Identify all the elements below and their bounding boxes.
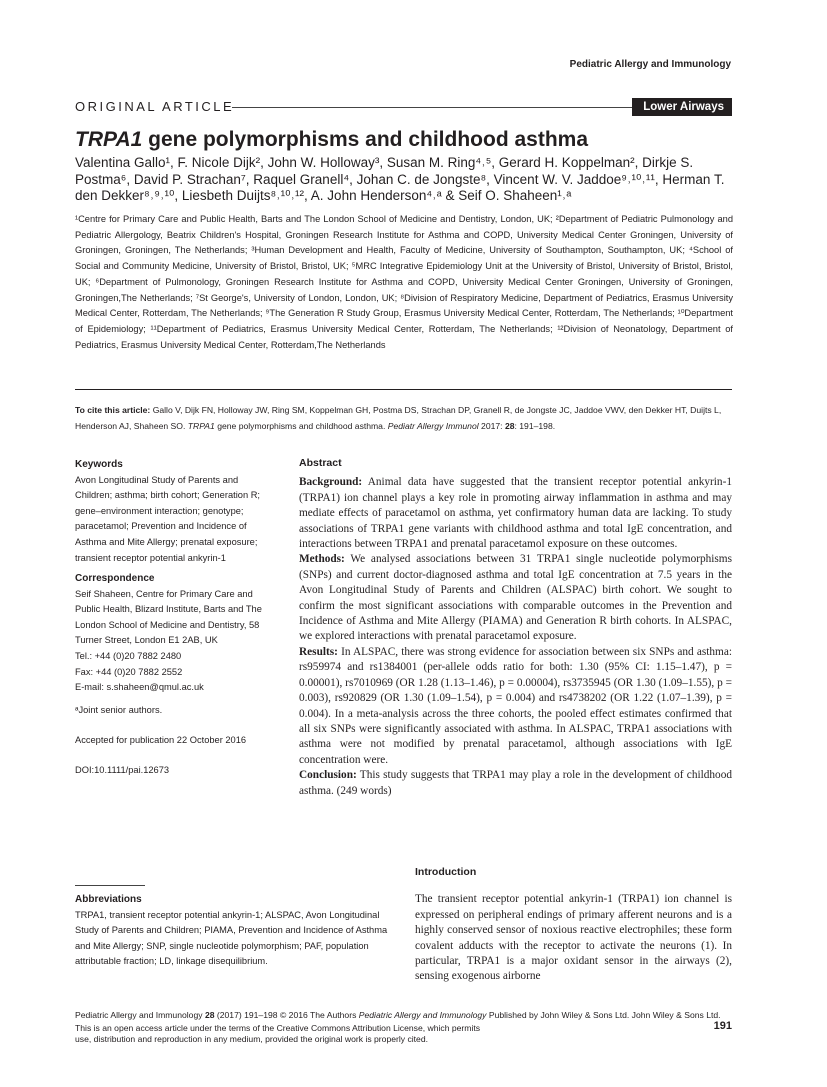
keywords: Keywords Avon Longitudinal Study of Parents and Children; asthma; birth cohort; Generation R; gene–environment interaction; genotype; paracetamol; Prevention and Incidence of Asthma and Mite Allergy; prenatal exposure; transient receptor potential ankyrin-1: [75, 459, 260, 563]
article-title: TRPA1 gene polymorphisms and childhood asthma: [75, 128, 589, 151]
divider: [232, 107, 632, 108]
doi[interactable]: DOI:10.1111/pai.12673: [75, 765, 170, 775]
section-badge: Lower Airways: [632, 98, 732, 116]
citation: To cite this article: Gallo V, Dijk FN, Holloway JW, Ring SM, Koppelman GH, Postma DS, Strachan DP, Granell R, de Jongste JC, Jaddoe VWV, den Dekker HT, Duijts L, Henderson AJ, Shaheen SO. TRPA1 gene polymorphisms and childhood asthma. Pediatr Allergy Immunol 2017: 28: 191–198.: [75, 405, 722, 431]
journal-name: Pediatric Allergy and Immunology: [569, 59, 731, 70]
joint-note: ᵃJoint senior authors.: [75, 705, 163, 715]
divider: [75, 885, 145, 886]
article-type: ORIGINAL ARTICLE: [75, 99, 235, 114]
author-list: Valentina Gallo¹, F. Nicole Dijk², John W. Holloway³, Susan M. Ring⁴˒⁵, Gerard H. Koppelman², Dirkje S. Postma⁶, David P. Strachan⁷, Raquel Granell⁴, Johan C. de Jongste⁸, Vincent W. V. Jaddoe⁹˒¹⁰˒¹¹, Herman T. den Dekker⁸˒⁹˒¹⁰, Liesbeth Duijts⁸˒¹⁰˒¹², A. John Henderson⁴˒ᵃ & Seif O. Shaheen¹˒ᵃ: [75, 155, 725, 203]
correspondence: Correspondence Seif Shaheen, Centre for Primary Care and Public Health, Blizard Institute, Barts and The London School of Medicine and Dentistry, 58 Turner Street, London E1 2AB, UK Tel.: +44 (0)20 7882 2480 Fax: +44 (0)20 7882 2552 E-mail: s.shaheen@qmul.ac.uk: [75, 571, 275, 696]
email-link[interactable]: E-mail: s.shaheen@qmul.ac.uk: [75, 682, 204, 693]
affiliations: ¹Centre for Primary Care and Public Health, Barts and The London School of Medicine and Dentistry, London, UK; ²Department of Pediatric Pulmonology and Pediatric Allergology, Beatrix Children's Hospital, Groningen Research Institute for Asthma and COPD, University Medical Center Groningen, University of Groningen, Groningen, The Netherlands; ³Human Development and Health, Faculty of Medicine, University of Southampton, Southampton, UK; ⁴School of Social and Community Medicine, University of Bristol, Bristol, UK; ⁵MRC Integrative Epidemiology Unit at the University of Bristol, University of Bristol, Bristol, UK; ⁶Department of Pulmonology, Groningen Research Institute for Asthma and COPD, University Medical Center Groningen, University of Groningen, Groningen,The Netherlands; ⁷St George's, University of London, London, UK; ⁸Division of Respiratory Medicine, Department of Pediatrics, Erasmus University Medical Center, Rotterdam, The Netherlands; ⁹The Generation R Study Group, Erasmus University Medical Center, Rotterdam, The Netherlands; ¹⁰Department of Epidemiology; ¹¹Department of Pediatrics, Erasmus University Medical Center, Rotterdam, The Netherlands; ¹²Division of Neonatology, Department of Pediatrics, Erasmus University Medical Center, Rotterdam,The Netherlands: [75, 214, 733, 350]
abstract: Abstract Background: Animal data have suggested that the transient receptor potential ankyrin-1 (TRPA1) ion channel plays a key role in promoting airway inflammation in asthma and may mediate effects of paracetamol on asthma, yet confirmatory human data are lacking. To study associations of TRPA1 gene variants with childhood asthma and total IgE concentration, and interactions between TRPA1 and prenatal paracetamol exposure on these outcomes. Methods: We analysed associations between 31 TRPA1 single nucleotide polymorphisms (SNPs) and current doctor-diagnosed asthma and total IgE concentration at 7.5 years in the Avon Longitudinal Study of Parents and Children (ALSPAC) birth cohort. We sought to confirm the most significant associations with comparable outcomes in the Prevention and Incidence of Asthma and Mite Allergy (PIAMA) and Generation R birth cohorts. In ALSPAC, we explored interactions with prenatal paracetamol exposure. Results: In ALSPAC, there was strong evidence for association between six SNPs and asthma: rs959974 and rs1384001 (per-allele odds ratio for both: 1.30 (95% CI: 1.15–1.47), p = 0.00001), rs7010969 (OR 1.28 (1.13–1.46), p = 0.00004), rs3735945 (OR 1.30 (1.09–1.55), p = 0.003), rs920829 (OR 1.30 (1.09–1.54), p = 0.004) and rs4738202 (OR 1.22 (1.07–1.39), p = 0.004). In a meta-analysis across the three cohorts, the pooled effect estimates confirmed that all six SNPs were significantly associated with asthma. In ALSPAC, TRPA1 associations with asthma were not modified by prenatal paracetamol, although associations with IgE concentration were. Conclusion: This study suggests that TRPA1 may play a role in the development of childhood asthma. (249 words): [299, 457, 732, 797]
accepted-date: Accepted for publication 22 October 2016: [75, 735, 247, 745]
introduction: Introduction The transient receptor potential ankyrin-1 (TRPA1) ion channel is expressed on peripheral endings of primary afferent neurons and is a highly conserved sensor of noxious reactive electrophiles; these form covalent adducts with the receptor to activate the neurons (1). In particular, TRPA1 is a major oxidant sensor in the airways (2), sensing exogenous airborne: [415, 866, 732, 983]
abbreviations: Abbreviations TRPA1, transient receptor potential ankyrin-1; ALSPAC, Avon Longitudinal Study of Parents and Children; PIAMA, Prevention and Incidence of Asthma and Mite Allergy; SNP, single nucleotide polymorphism; PAF, population attributable fraction; LD, linkage disequilibrium.: [75, 894, 388, 967]
divider: [75, 389, 732, 390]
page-number: 191: [713, 1020, 732, 1032]
footer: Pediatric Allergy and Immunology 28 (2017) 191–198 © 2016 The Authors Pediatric Allergy and Immunology Published by John Wiley & Sons Ltd. John Wiley & Sons Ltd. This is an open access article under the terms of the Creative Commons Attribution License, which permits use, distribution and reproduction in any medium, provided the original work is properly cited.: [75, 1010, 721, 1044]
